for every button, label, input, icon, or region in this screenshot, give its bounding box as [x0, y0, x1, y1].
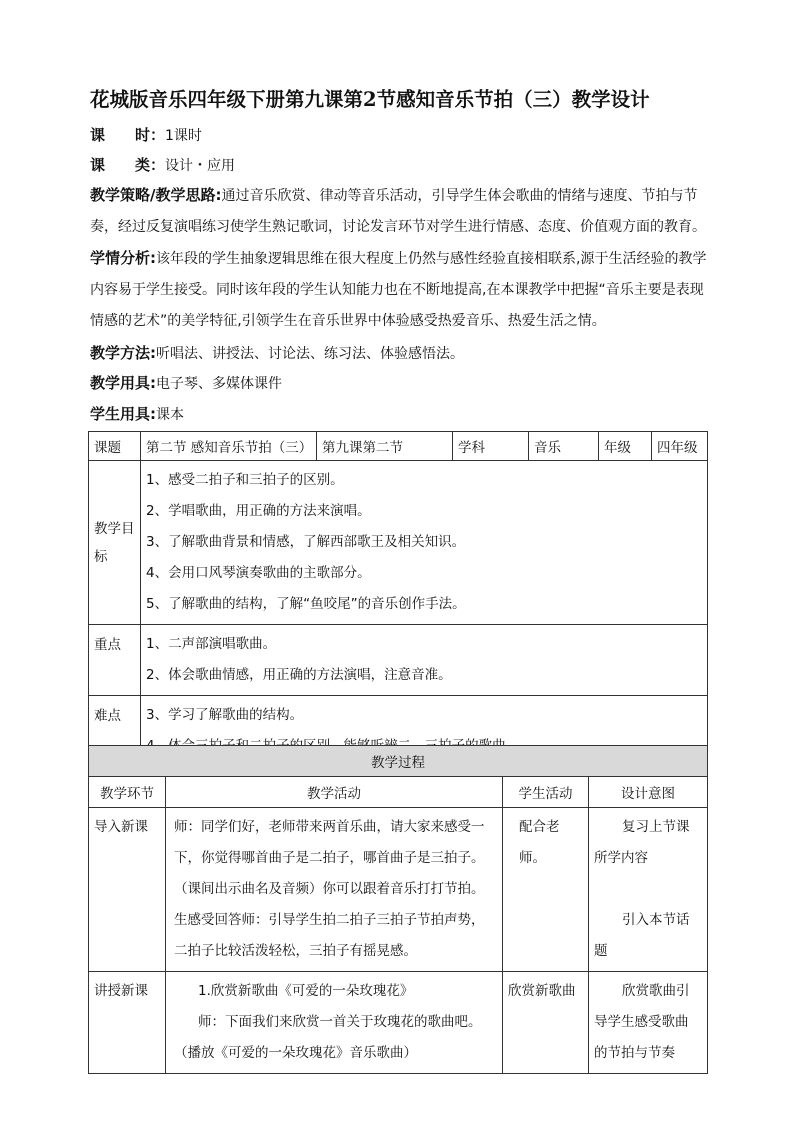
list-item: 1.欣赏新歌曲《可爱的一朵玫瑰花》: [198, 983, 414, 999]
list-item: 欣赏歌曲引: [622, 983, 690, 999]
cell-goals: [141, 461, 708, 625]
class-type-value: 设计・应用: [165, 158, 236, 174]
col-header-activity: 教学活动: [166, 777, 503, 808]
class-hours-label: 课 时：: [90, 126, 166, 144]
cell-stage-intro: 导入新课: [89, 808, 166, 972]
strategy-paragraph: [90, 180, 710, 243]
cell-difficulty-label: 难点: [89, 696, 141, 767]
cell-student-new: [503, 972, 589, 1074]
table-row: [89, 625, 708, 696]
class-type-label: 课 类：: [90, 156, 166, 174]
list-item: 1、二声部演唱歌曲。: [146, 636, 277, 652]
methods-line: [90, 338, 710, 369]
analysis-label: 学情分析:: [90, 249, 156, 267]
analysis-text: 该年段的学生抽象逻辑思维在很大程度上仍然与感性经验直接相联系,源于生活经验的教学内容易于学生接受。同时该年段的学生认知能力也在不断地提高,在本课教学中把握“音乐主要是表现情感的艺术”的美学特征,引领学生在音乐世界中体验感受热爱音乐、热爱生活之情。: [90, 251, 707, 329]
list-item: 引入本节话: [622, 912, 690, 928]
methods-label: 教学方法:: [90, 344, 156, 362]
class-hours-line: [90, 120, 710, 151]
table-row: [89, 972, 708, 1074]
list-item: 1、感受二拍子和三拍子的区别。: [146, 472, 344, 488]
list-item: 下，你觉得哪首曲子是二拍子，哪首曲子是三拍子。: [174, 850, 485, 866]
list-item: （课间出示曲名及音频）你可以跟着音乐打打节拍。: [174, 881, 485, 897]
student-tools-line: [90, 399, 710, 430]
list-item: 3、学习了解歌曲的结构。: [146, 707, 304, 723]
cell-grade-value: 四年级: [652, 432, 708, 461]
list-item: 二拍子比较活泼轻松，三拍子有摇晃感。: [174, 943, 417, 959]
methods-text: 听唱法、讲授法、讨论法、练习法、体验感悟法。: [156, 346, 464, 362]
cell-key-label: 重点: [89, 625, 141, 696]
list-item: 导学生感受歌曲: [594, 1014, 689, 1030]
table-row: [89, 777, 708, 808]
list-item: 配合老: [519, 819, 560, 835]
class-hours-value: 1课时: [165, 128, 202, 144]
cell-subject-label: 学科: [453, 432, 529, 461]
list-item: 欣赏新歌曲: [508, 983, 576, 999]
col-header-student: 学生活动: [503, 777, 589, 808]
list-item: 生感受回答师：引导学生拍二拍子三拍子节拍声势，: [174, 912, 485, 928]
class-type-line: [90, 150, 710, 181]
teaching-process-table: [88, 745, 708, 1074]
cell-activity-new: [166, 972, 503, 1074]
lesson-info-table: [88, 431, 708, 767]
list-item: 师。: [519, 850, 546, 866]
list-item: 题: [594, 943, 608, 959]
list-item: 所学内容: [594, 850, 648, 866]
list-item: （播放《可爱的一朵玫瑰花》音乐歌曲）: [174, 1045, 417, 1061]
list-item: 师：下面我们来欣赏一首关于玫瑰花的歌曲吧。: [198, 1014, 482, 1030]
tools-line: [90, 368, 710, 399]
cell-lesson-value: 第九课第二节: [317, 432, 453, 461]
list-item: 5、了解歌曲的结构，了解“鱼咬尾”的音乐创作手法。: [146, 596, 466, 612]
document-title: 花城版音乐四年级下册第九课第2节感知音乐节拍（三）教学设计: [90, 88, 650, 111]
col-header-intent: 设计意图: [589, 777, 708, 808]
table-row: [89, 746, 708, 777]
cell-subject-value: 音乐: [529, 432, 599, 461]
table-row: [89, 808, 708, 972]
cell-activity-intro: [166, 808, 503, 972]
cell-intent-intro: [589, 808, 708, 972]
table-row: [89, 461, 708, 625]
list-item: 2、学唱歌曲，用正确的方法来演唱。: [146, 503, 371, 519]
list-item: 师：同学们好，老师带来两首乐曲，请大家来感受一: [174, 819, 485, 835]
col-header-stage: 教学环节: [89, 777, 166, 808]
student-tools-label: 学生用具:: [90, 405, 156, 423]
list-item: 4、会用口风琴演奏歌曲的主歌部分。: [146, 565, 371, 581]
cell-grade-label: 年级: [599, 432, 652, 461]
list-item: 2、体会歌曲情感，用正确的方法演唱，注意音准。: [146, 667, 452, 683]
strategy-text: 通过音乐欣赏、律动等音乐活动，引导学生体会歌曲的情绪与速度、节拍与节奏，经过反复演唱练习使学生熟记歌词，讨论发言环节对学生进行情感、态度、价值观方面的教育。: [90, 188, 706, 235]
cell-intent-new: [589, 972, 708, 1074]
tools-text: 电子琴、多媒体课件: [156, 376, 282, 392]
cell-topic-value: 第二节 感知音乐节拍（三）: [141, 432, 317, 461]
table-row: [89, 432, 708, 461]
process-header: 教学过程: [89, 746, 708, 777]
cell-topic-label: 课题: [89, 432, 141, 461]
tools-label: 教学用具:: [90, 374, 156, 392]
list-item: [594, 874, 702, 905]
strategy-label: 教学策略/教学思路:: [90, 186, 222, 204]
cell-stage-new: 讲授新课: [89, 972, 166, 1074]
list-item: 3、了解歌曲背景和情感，了解西部歌王及相关知识。: [146, 534, 466, 550]
list-item: 复习上节课: [622, 819, 690, 835]
analysis-paragraph: [90, 243, 710, 337]
student-tools-text: 课本: [156, 407, 184, 423]
cell-goals-label: 教学目标: [89, 461, 141, 625]
cell-student-intro: [503, 808, 589, 972]
list-item: 的节拍与节奏: [594, 1045, 675, 1061]
cell-key: [141, 625, 708, 696]
